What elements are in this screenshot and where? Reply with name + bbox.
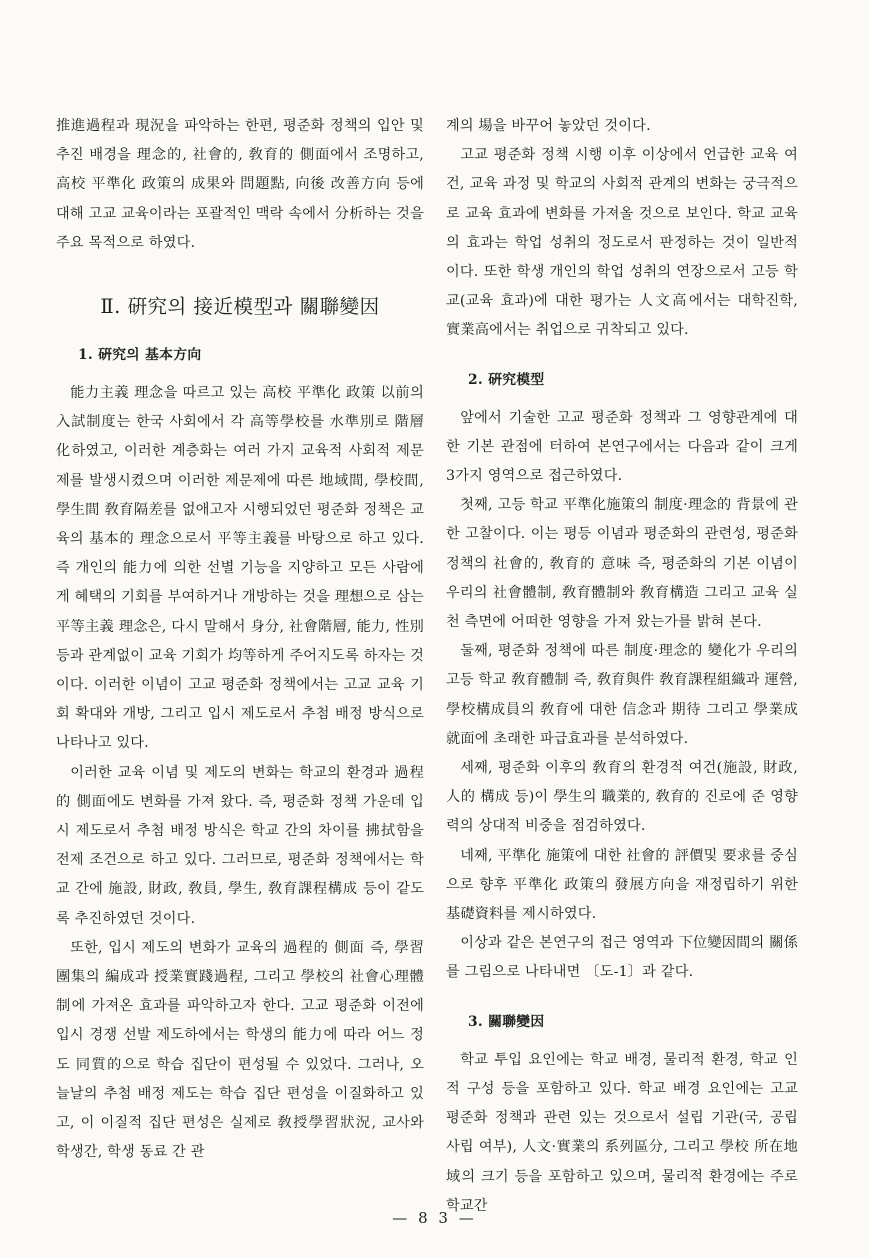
subsection-title-research-model: 2. 硏究模型 — [468, 371, 545, 388]
intro-paragraph: 推進過程과 現況을 파악하는 한편, 평준화 정책의 입안 및 추진 배경을 理念的, 社會的, 敎育的 側面에서 조명하고, 高校 平準化 政策의 成果와 問題點, 向後 改善方向 등에 대해 고교 교육이라는 포괄적인 맥락 속에서 分析하는 것을 주요 목적으로 하였다. — [56, 118, 424, 251]
paragraph-second: 둘째, 평준화 정책에 따른 制度·理念的 變化가 우리의 고등 학교 敎育體制 즉, 敎育與件 敎育課程組織과 運營, 學校構成員의 敎育에 대한 信念과 期待 그리고 學業成就面에 초래한 파급효과를 분석하였다. — [446, 643, 798, 747]
paragraph-continuation: 계의 場을 바꾸어 놓았던 것이다. — [446, 118, 651, 134]
paragraph-approach: 앞에서 기술한 고교 평준화 정책과 그 영향관계에 대한 기본 관점에 터하여 본연구에서는 다음과 같이 크게 3가지 영역으로 접근하였다. — [446, 409, 798, 485]
left-column — [56, 112, 424, 1168]
subsection-title-basic-direction: 1. 硏究의 基本方向 — [78, 347, 202, 364]
paragraph-process-effects: 또한, 입시 제도의 변화가 교육의 過程的 側面 즉, 學習團集의 編成과 授業實踐過程, 그리고 學校의 社會心理體制에 가져온 효과를 파악하고자 한다. 고교 평준화 이전에 입시 경쟁 선발 제도하에서는 학생의 能力에 따라 어느 정도 同質的으로 학습 집단이 편성될 수 있었다. 그러나, 오늘날의 추첨 배정 제도는 학습 집단 편성을 이질화하고 있고, 이 이질적 집단 편성은 실제로 敎授學習狀況, 교사와 학생간, 학생 동료 간 관 — [56, 939, 424, 1161]
paragraph-educational-effect: 고교 평준화 정책 시행 이후 이상에서 언급한 교육 여건, 교육 과정 및 학교의 사회적 관계의 변화는 궁극적으로 교육 효과에 변화를 가져올 것으로 보인다. 학교 교육의 효과는 학업 성취의 정도로서 판정하는 것이 일반적이다. 또한 학생 개인의 학업 성취의 연장으로서 고등 학교(교육 효과)에 대한 평가는 人文高에서는 대학진학, 實業高에서는 취업으로 귀착되고 있다. — [446, 147, 798, 339]
paragraph-school-input: 학교 투입 요인에는 학교 배경, 물리적 환경, 학교 인적 구성 등을 포함하고 있다. 학교 배경 요인에는 고교 평준화 정책과 관련 있는 것으로서 설립 기관(국, 공립 사립 여부), 人文·實業의 系列區分, 그리고 學校 所在地域의 크기 등을 포함하고 있으며, 물리적 환경에는 주로 학교간 — [446, 1051, 798, 1214]
section-title: Ⅱ. 硏究의 接近模型과 關聯變因 — [100, 295, 380, 319]
paragraph-first: 첫째, 고등 학교 平準化施策의 制度·理念的 背景에 관한 고찰이다. 이는 평등 이념과 평준화의 관련성, 평준화 정책의 社會的, 敎育的 意味 즉, 평준화의 기본 이념이 우리의 社會體制, 敎育體制와 敎育構造 그리고 교육 실천 측면에 어떠한 영향을 가져 왔는가를 밝혀 본다. — [446, 497, 798, 631]
paragraph-third: 세째, 평준화 이후의 敎育의 환경적 여건(施設, 財政, 人的 構成 등)이 學生의 職業的, 敎育的 진로에 준 영향력의 상대적 비중을 점검하였다. — [446, 760, 798, 835]
page-number: — 8 3 — — [392, 1209, 477, 1227]
paragraph-equality-ideology: 能力主義 理念을 따르고 있는 高校 平準化 政策 以前의 入試制度는 한국 사회에서 각 高等學校를 水準別로 階層化하였고, 이러한 계층화는 여러 가지 교육적 사회적 제문제를 발생시켰으며 이러한 제문제에 따른 地域間, 學校間, 學生間 敎育隔差를 없애고자 시행되었던 평준화 정책은 교육의 基本的 理念으로서 平等主義를 바탕으로 하고 있다. 즉 개인의 能力에 의한 선별 기능을 지양하고 모든 사람에게 혜택의 기회를 부여하거나 개방하는 것을 理想으로 삼는 平等主義 理念은, 다시 말해서 身分, 社會階層, 能力, 性別 등과 관계없이 교육 기회가 均等하게 주어지도록 하자는 것이다. 이러한 이념이 고교 평준화 정책에서는 고교 교육 기회 확대와 개방, 그리고 입시 제도로서 추첨 배정 방식으로 나타나고 있다. — [56, 385, 424, 752]
paragraph-institutional-change: 이러한 교육 이념 및 제도의 변화는 학교의 환경과 過程的 側面에도 변화를 가져 왔다. 즉, 평준화 정책 가운데 입시 제도로서 추첨 배정 방식은 학교 간의 차이를 拂拭함을 전제 조건으로 하고 있다. 그러므로, 평준화 정책에서는 학교 간에 施設, 財政, 敎員, 學生, 敎育課程構成 등이 같도록 추진하였던 것이다. — [56, 764, 424, 927]
paragraph-figure-reference: 이상과 같은 본연구의 접근 영역과 下位變因間의 關係를 그림으로 나타내면 〔도-1〕과 같다. — [446, 935, 798, 981]
subsection-title-related-variables: 3. 關聯變因 — [468, 1013, 545, 1030]
right-column — [446, 112, 798, 1221]
paragraph-fourth: 네째, 平準化 施策에 대한 社會的 評價및 要求를 중심으로 향후 平準化 政策의 發展方向을 재정립하기 위한 基礎資料를 제시하였다. — [446, 847, 798, 923]
